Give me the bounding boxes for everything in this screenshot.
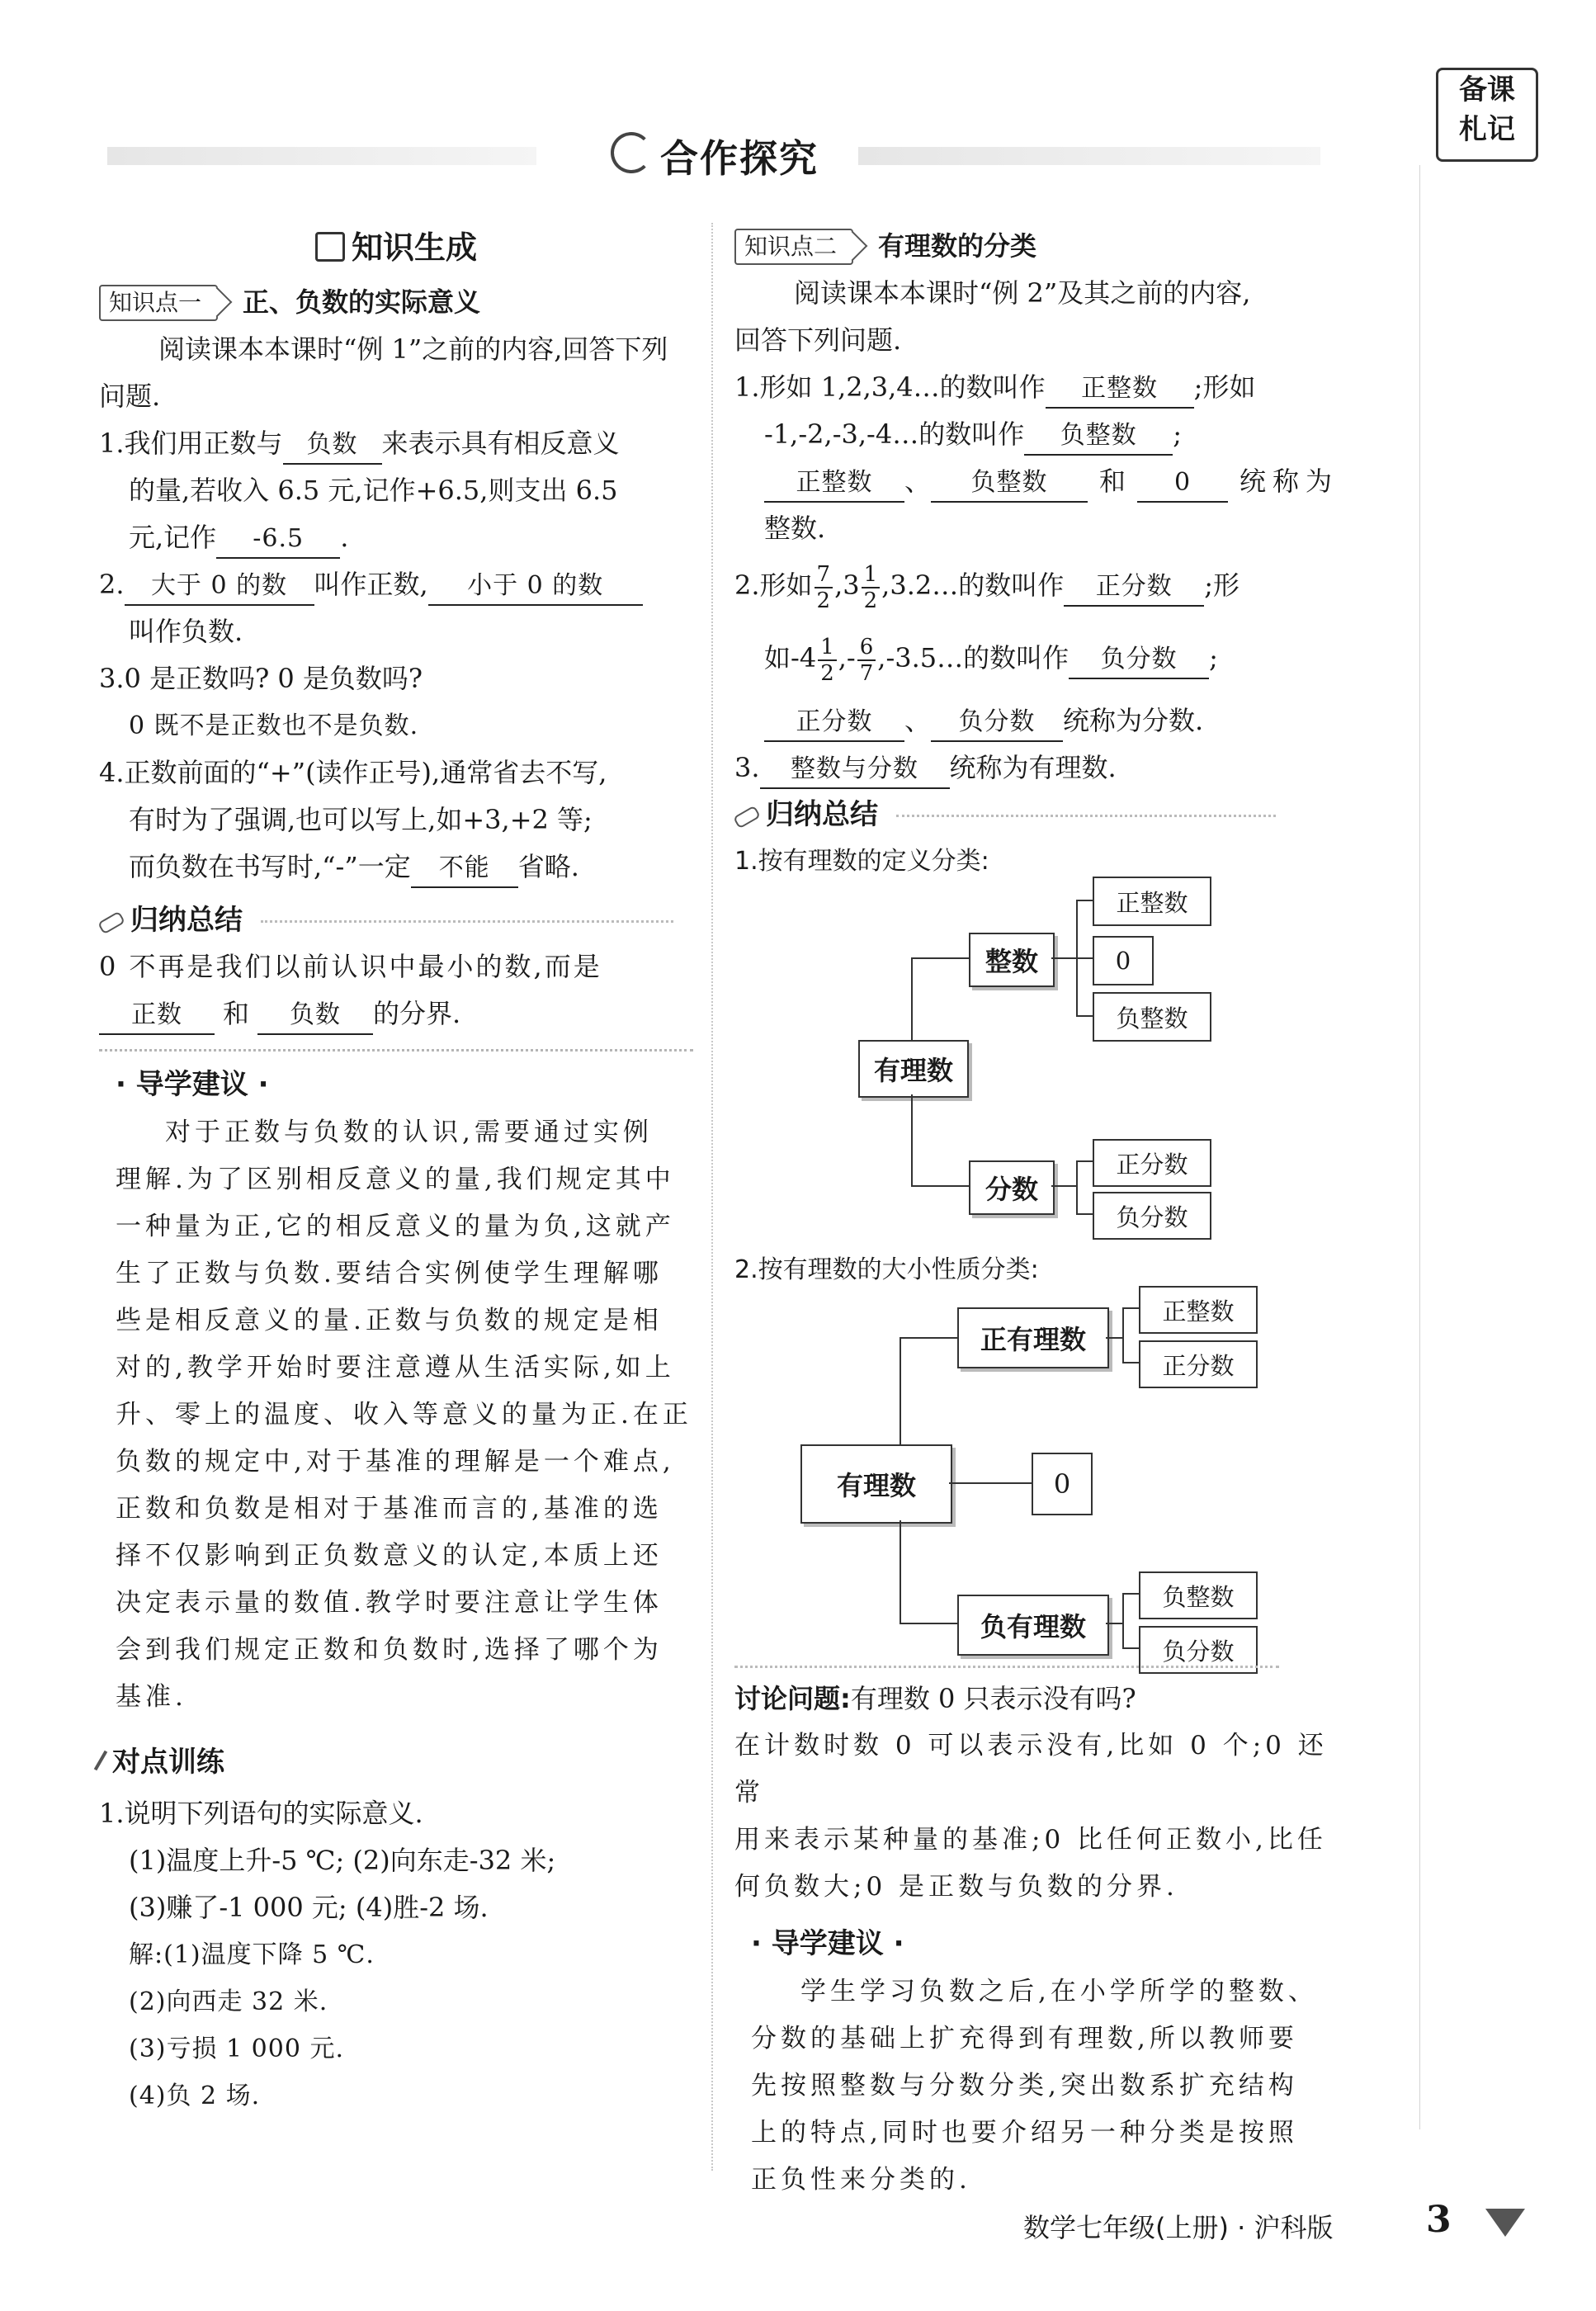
r-q3-blank: 整数与分数 xyxy=(760,751,950,789)
fraction-num: 7 xyxy=(815,562,833,588)
guide-line: 正数和负数是相对于基准而言的,基准的选 xyxy=(116,1494,663,1524)
r-summary-title-text: 归纳总结 xyxy=(766,798,878,831)
guide-paragraph xyxy=(99,1109,693,1721)
r-q1-text-b: ;形如 xyxy=(1193,371,1256,403)
q3-line1: 3.0 是正数吗? 0 是负数吗? xyxy=(99,663,423,694)
connector xyxy=(1076,957,1093,959)
guide-line: 一种量为正,它的相反意义的量为负,这就产 xyxy=(116,1212,675,1241)
connector xyxy=(1106,1623,1122,1624)
practice-answer: (3)亏损 1 000 元. xyxy=(129,2035,344,2063)
q4-line3 xyxy=(99,844,693,891)
guide-line: 些是相反意义的量.正数与负数的规定是相 xyxy=(116,1306,663,1335)
r-q1-text-c: -1,-2,-3,-4…的数叫作 xyxy=(764,418,1025,450)
book-icon xyxy=(315,232,345,262)
q2-blank-1: 大于 0 的数 xyxy=(125,568,314,606)
q1-line3 xyxy=(99,514,693,561)
guide-line: 学生学习负数之后,在小学所学的整数、 xyxy=(800,1977,1318,2006)
dotted-rule xyxy=(734,1666,1279,1668)
r-q1-text: 1.形如 1,2,3,4…的数叫作 xyxy=(734,371,1046,403)
guide-line: 基准. xyxy=(116,1682,187,1712)
tree1-integer: 整数 xyxy=(969,933,1055,987)
connector xyxy=(1076,1160,1093,1162)
fraction-den: 7 xyxy=(859,660,874,686)
r-q1-blank-3: 正整数 xyxy=(764,465,904,503)
guide-line: 决定表示量的数值.教学时要注意让学生体 xyxy=(116,1588,663,1618)
r-q3-num: 3. xyxy=(734,752,760,783)
connector xyxy=(1122,1593,1139,1595)
connector xyxy=(1076,1015,1093,1017)
summary-line1: 0 不再是我们以前认识中最小的数,而是 xyxy=(99,951,602,982)
r-q2-blank-3: 正分数 xyxy=(764,704,904,742)
connector xyxy=(1076,900,1093,901)
section-title-text: 知识生成 xyxy=(351,229,477,266)
q4-line2: 有时为了强调,也可以写上,如+3,+2 等; xyxy=(129,804,593,835)
guide-line: 生了正数与负数.要结合实例使学生理解哪 xyxy=(116,1259,663,1288)
summary-title xyxy=(99,897,693,943)
r-q1-blank-2: 负整数 xyxy=(1024,418,1173,456)
connector xyxy=(900,1337,901,1444)
page-number: 3 xyxy=(1426,2199,1452,2241)
r-guide-title: · 导学建议 · xyxy=(751,1927,904,1960)
r-q2-line2 xyxy=(734,618,1329,697)
tree1-zero: 0 xyxy=(1093,936,1154,985)
header-strip-right xyxy=(858,147,1320,165)
kp1-intro-2: 问题. xyxy=(99,380,161,412)
summary-blank-2: 负数 xyxy=(257,997,373,1035)
discussion-line: 何负数大;0 是正数与负数的分界. xyxy=(734,1872,1178,1902)
classification-1-caption: 1.按有理数的定义分类: xyxy=(734,847,989,876)
tree1-pos-int: 正整数 xyxy=(1093,877,1211,926)
connector xyxy=(900,1623,957,1624)
dotted-rule xyxy=(99,1049,693,1052)
kp2-title: 有理数的分类 xyxy=(878,230,1037,262)
guide-line: 对的,教学开始时要注意遵从生活实际,如上 xyxy=(116,1353,675,1382)
connector xyxy=(1076,1213,1093,1215)
practice-answer: (4)负 2 场. xyxy=(129,2082,261,2110)
q3-answer: 0 既不是正数也不是负数. xyxy=(129,711,419,740)
q2-line2: 叫作负数. xyxy=(129,616,243,647)
discussion-block xyxy=(734,1675,1329,2204)
connector xyxy=(1051,1185,1076,1187)
r-q1-blank-1: 正整数 xyxy=(1046,371,1194,409)
guide-line: 先按照整数与分数分类,突出数系扩充结构 xyxy=(751,2071,1298,2101)
pen-icon xyxy=(94,1751,107,1771)
r-q2-text-e: ;形 xyxy=(1204,569,1240,601)
guide-line: 升、零上的温度、收入等意义的量为正.在正 xyxy=(116,1400,692,1430)
q4-line1: 4.正数前面的“+”(读作正号),通常省去不写, xyxy=(99,757,607,788)
r-q2-text: 2.形如 xyxy=(734,569,813,601)
guide-line: 择不仅影响到正负数意义的认定,本质上还 xyxy=(116,1541,663,1571)
knowledge-point-1-header xyxy=(99,279,693,326)
q2-text: 叫作正数, xyxy=(314,569,428,600)
stamp-line-1: 备课 xyxy=(1459,73,1515,106)
r-q2-line1 xyxy=(734,552,1329,618)
r-q1-and: 和 xyxy=(1099,466,1126,497)
pencil-icon xyxy=(733,806,761,829)
connector xyxy=(911,1094,913,1185)
tree2-pos-frac: 正分数 xyxy=(1139,1340,1258,1388)
discussion-line: 在计数时数 0 可以表示没有,比如 0 个;0 还常 xyxy=(734,1731,1328,1808)
left-column xyxy=(99,223,693,2120)
fraction-num: 6 xyxy=(857,635,876,661)
kp2-tag: 知识点二 xyxy=(734,229,853,265)
r-q1-sep: 、 xyxy=(904,466,932,497)
r-guide-paragraph xyxy=(734,1968,1329,2204)
r-q2-blank-1: 正分数 xyxy=(1064,569,1204,607)
header-swirl-icon xyxy=(611,132,652,173)
guide-line: 对于正数与负数的认识,需要通过实例 xyxy=(165,1118,653,1147)
right-column xyxy=(734,223,1339,2195)
header-strip-left xyxy=(107,147,536,165)
knowledge-point-2-header xyxy=(734,223,1329,270)
fraction-den: 2 xyxy=(816,588,831,613)
connector xyxy=(1106,1337,1122,1339)
q2-num: 2. xyxy=(99,569,125,600)
practice-title xyxy=(99,1739,693,1785)
practice-answer: 解:(1)温度下降 5 ℃. xyxy=(129,1940,375,1969)
tree2-zero: 0 xyxy=(1032,1453,1093,1515)
r-q1-text-d: ; xyxy=(1173,418,1182,450)
q4-blank: 不能 xyxy=(411,850,518,888)
summary-end: 的分界. xyxy=(373,998,461,1029)
footer-ornament-icon xyxy=(1485,2209,1525,2237)
guide-line: 分数的基础上扩充得到有理数,所以教师要 xyxy=(751,2024,1298,2053)
summary-and: 和 xyxy=(223,998,250,1029)
tree1-fraction: 分数 xyxy=(969,1160,1055,1215)
r-q2-text-d: ,3.2…的数叫作 xyxy=(881,569,1065,601)
tree1-neg-frac: 负分数 xyxy=(1093,1192,1211,1240)
r-summary-title xyxy=(734,792,1329,838)
tree2-neg-frac: 负分数 xyxy=(1139,1626,1258,1674)
r-q2-text-g: ,- xyxy=(838,642,856,673)
discussion-question xyxy=(734,1675,1329,1723)
guide-title: · 导学建议 · xyxy=(116,1068,269,1101)
connector xyxy=(911,1185,969,1187)
r-q1-line3 xyxy=(734,458,1339,505)
tree2-negative: 负有理数 xyxy=(957,1595,1109,1656)
dotted-rule xyxy=(896,815,1276,817)
discussion-answer xyxy=(734,1723,1329,1911)
q1-blank-1: 负数 xyxy=(283,427,382,465)
fraction xyxy=(857,635,876,686)
guide-line: 上的特点,同时也要介绍另一种分类是按照 xyxy=(751,2118,1298,2148)
r-q1-line4: 整数. xyxy=(764,513,826,544)
fraction xyxy=(862,562,881,613)
connector xyxy=(1076,1160,1078,1213)
r-q2-text-c: ,3 xyxy=(834,569,860,601)
column-divider xyxy=(711,223,713,2171)
q1-line1 xyxy=(99,420,693,467)
summary-blank-1: 正数 xyxy=(99,997,215,1035)
fraction-num: 1 xyxy=(862,562,881,588)
q1-text: 1.我们用正数与 xyxy=(99,428,283,459)
page-title: 合作探究 xyxy=(660,136,819,181)
q1-text-b: 来表示具有相反意义 xyxy=(381,428,620,459)
r-q1-text-e: 统称为 xyxy=(1239,466,1339,497)
tree-by-definition xyxy=(734,888,1329,1246)
r-q2-line3 xyxy=(734,697,1329,744)
summary-line2 xyxy=(99,990,693,1037)
q4-text-b: 省略. xyxy=(517,851,579,882)
r-q1-line1 xyxy=(734,364,1329,411)
q1-blank-2: -6.5 xyxy=(216,521,340,559)
fraction-den: 2 xyxy=(820,660,834,686)
r-q2-text-h: ,-3.5…的数叫作 xyxy=(877,642,1070,673)
fraction xyxy=(818,635,837,686)
notes-stamp xyxy=(1436,68,1538,162)
r-q3-line1 xyxy=(734,744,1329,792)
q2-blank-2: 小于 0 的数 xyxy=(428,568,643,606)
r-q3-text: 统称为有理数. xyxy=(949,752,1117,783)
fraction xyxy=(815,562,833,613)
guide-line: 正负性来分类的. xyxy=(751,2165,971,2195)
r-q2-sep: 、 xyxy=(904,705,932,736)
connector xyxy=(1122,1307,1139,1309)
connector xyxy=(1051,957,1076,959)
q1-line2: 的量,若收入 6.5 元,记作+6.5,则支出 6.5 xyxy=(129,475,618,506)
tree1-pos-frac: 正分数 xyxy=(1093,1139,1211,1187)
connector xyxy=(911,957,969,959)
connector xyxy=(911,957,913,1040)
r-q2-blank-2: 负分数 xyxy=(1069,641,1209,679)
guide-line: 会到我们规定正数和负数时,选择了哪个为 xyxy=(116,1635,663,1665)
dotted-rule xyxy=(261,920,673,923)
practice-items-1: (1)温度上升-5 ℃; (2)向东走-32 米; xyxy=(129,1845,556,1876)
r-q2-text-j: 统称为分数. xyxy=(1063,705,1204,736)
tree2-pos-int: 正整数 xyxy=(1139,1286,1258,1334)
connector xyxy=(900,1337,957,1339)
classification-2-caption: 2.按有理数的大小性质分类: xyxy=(734,1255,1039,1284)
guide-line: 负数的规定中,对于基准的理解是一个难点, xyxy=(116,1447,675,1477)
connector xyxy=(1122,1307,1124,1362)
fraction-num: 1 xyxy=(818,635,837,661)
kp2-intro: 阅读课本本课时“例 2”及其之前的内容, xyxy=(794,277,1251,309)
r-q1-blank-4: 负整数 xyxy=(931,465,1088,503)
q4-text: 而负数在书写时,“-”一定 xyxy=(129,851,411,882)
tree2-positive: 正有理数 xyxy=(957,1307,1109,1368)
kp2-intro-2: 回答下列问题. xyxy=(734,324,902,356)
footer-book-title: 数学七年级(上册) · 沪科版 xyxy=(1023,2212,1334,2243)
kp1-tag: 知识点一 xyxy=(99,285,218,321)
practice-title-text: 对点训练 xyxy=(112,1746,224,1779)
tree2-root: 有理数 xyxy=(800,1444,952,1524)
pencil-icon xyxy=(97,911,125,935)
discussion-line: 用来表示某种量的基准;0 比任何正数小,比任 xyxy=(734,1825,1327,1855)
tree-by-sign xyxy=(734,1297,1329,1666)
kp1-intro: 阅读课本本课时“例 1”之前的内容,回答下列 xyxy=(158,333,668,365)
r-q1-blank-5: 0 xyxy=(1137,465,1228,503)
r-q2-text-i: ; xyxy=(1209,642,1218,673)
practice-q1: 1.说明下列语句的实际意义. xyxy=(99,1798,423,1829)
discussion-label: 讨论问题: xyxy=(734,1683,851,1714)
kp1-title: 正、负数的实际意义 xyxy=(243,286,481,318)
stamp-line-2: 札记 xyxy=(1459,113,1515,146)
tree1-neg-int: 负整数 xyxy=(1093,992,1211,1042)
margin-line xyxy=(1419,165,1420,2129)
q2-line1 xyxy=(99,561,693,608)
connector xyxy=(1122,1362,1139,1363)
summary-title-text: 归纳总结 xyxy=(130,904,243,937)
r-q2-blank-4: 负分数 xyxy=(931,704,1063,742)
discussion-question-text: 有理数 0 只表示没有吗? xyxy=(850,1683,1136,1714)
r-q2-text-f: 如-4 xyxy=(764,642,817,673)
guide-line: 理解.为了区别相反意义的量,我们规定其中 xyxy=(116,1165,675,1194)
connector xyxy=(1122,1593,1124,1647)
connector xyxy=(900,1520,901,1623)
section-title xyxy=(99,223,693,272)
tree2-neg-int: 负整数 xyxy=(1139,1571,1258,1619)
q1-text-d: . xyxy=(340,522,349,553)
fraction-den: 2 xyxy=(863,588,878,613)
connector xyxy=(949,1482,1032,1484)
connector xyxy=(1122,1647,1139,1649)
practice-items-2: (3)赚了-1 000 元; (4)胜-2 场. xyxy=(129,1892,489,1923)
r-q1-line2 xyxy=(734,411,1329,458)
q1-text-c: 元,记作 xyxy=(129,522,217,553)
tree1-root: 有理数 xyxy=(858,1040,969,1098)
practice-answer: (2)向西走 32 米. xyxy=(129,1987,328,2016)
